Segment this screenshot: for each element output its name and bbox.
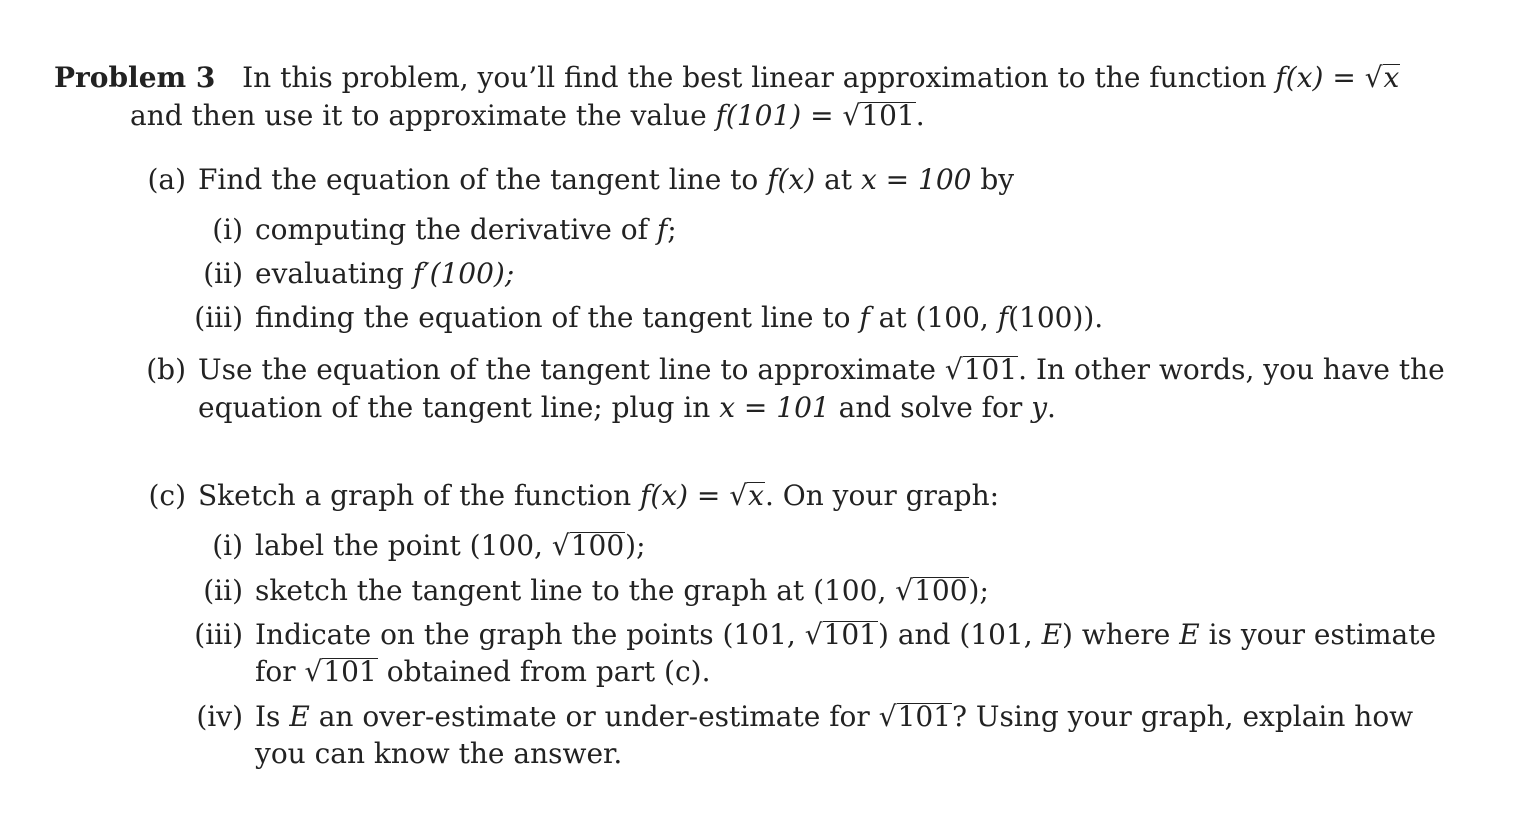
intro-fx: f(x) =	[1275, 61, 1356, 94]
part-c-iii-label: (iii)	[194, 618, 243, 651]
part-c-iii-line-1: Indicate on the graph the points (101, √101) and (101, E) where E is your estimate	[255, 618, 1437, 651]
part-c-ii-label: (ii)	[203, 574, 243, 607]
problem-intro-line-2: and then use it to approximate the value f(101) = √101.	[130, 99, 925, 132]
sqrt-x: √x	[729, 479, 764, 512]
part-c-iv-line-1: Is E an over-estimate or under-estimate for √101? Using your graph, explain how	[255, 700, 1414, 733]
part-b-line-1: Use the equation of the tangent line to approximate √101. In other words, you have the	[198, 353, 1445, 386]
sqrt-101: √101	[804, 618, 877, 651]
part-c-iv-line-2: you can know the answer.	[255, 737, 623, 770]
part-c-iv-label: (iv)	[196, 700, 243, 733]
part-a-ii-text: evaluating f′(100);	[255, 257, 515, 290]
part-c-i-label: (i)	[212, 529, 243, 562]
part-c-iii-line-2: for √101 obtained from part (c).	[255, 655, 711, 688]
part-a-iii-text: finding the equation of the tangent line to f at (100, f(100)).	[255, 301, 1104, 334]
sqrt-101: √101	[842, 99, 915, 132]
sqrt-100: √100	[551, 529, 625, 562]
part-c-label: (c)	[148, 479, 186, 512]
part-c-ii-text: sketch the tangent line to the graph at (100, √100);	[255, 574, 989, 607]
sqrt-101: √101	[304, 655, 377, 688]
part-a-i-text: computing the derivative of f;	[255, 213, 677, 246]
part-b-label: (b)	[146, 353, 186, 386]
part-a-iii-label: (iii)	[194, 301, 243, 334]
sqrt-100: √100	[895, 574, 968, 607]
part-a-ii-label: (ii)	[203, 257, 243, 290]
sqrt-101: √101	[944, 353, 1018, 386]
intro-text: In this problem, you’ll find the best linear approximation to the function	[242, 61, 1267, 94]
part-b-line-2: equation of the tangent line; plug in x = 101 and solve for y.	[198, 391, 1056, 424]
sqrt-x: √x	[1364, 61, 1400, 94]
part-a-label: (a)	[147, 163, 186, 196]
part-a-i-label: (i)	[212, 213, 243, 246]
part-a-text: Find the equation of the tangent line to f(x) at x = 100 by	[198, 163, 1015, 196]
problem-intro-line-1	[54, 60, 1400, 96]
part-c-text: Sketch a graph of the function f(x) = √x. On your graph:	[198, 479, 1000, 512]
part-c-i-text: label the point (100, √100);	[255, 529, 646, 562]
sqrt-101: √101	[878, 700, 952, 733]
intro-text-2: and then use it to approximate the value	[130, 99, 707, 132]
intro-f101: f(101) =	[715, 99, 834, 132]
problem-heading: Problem 3	[54, 61, 216, 94]
